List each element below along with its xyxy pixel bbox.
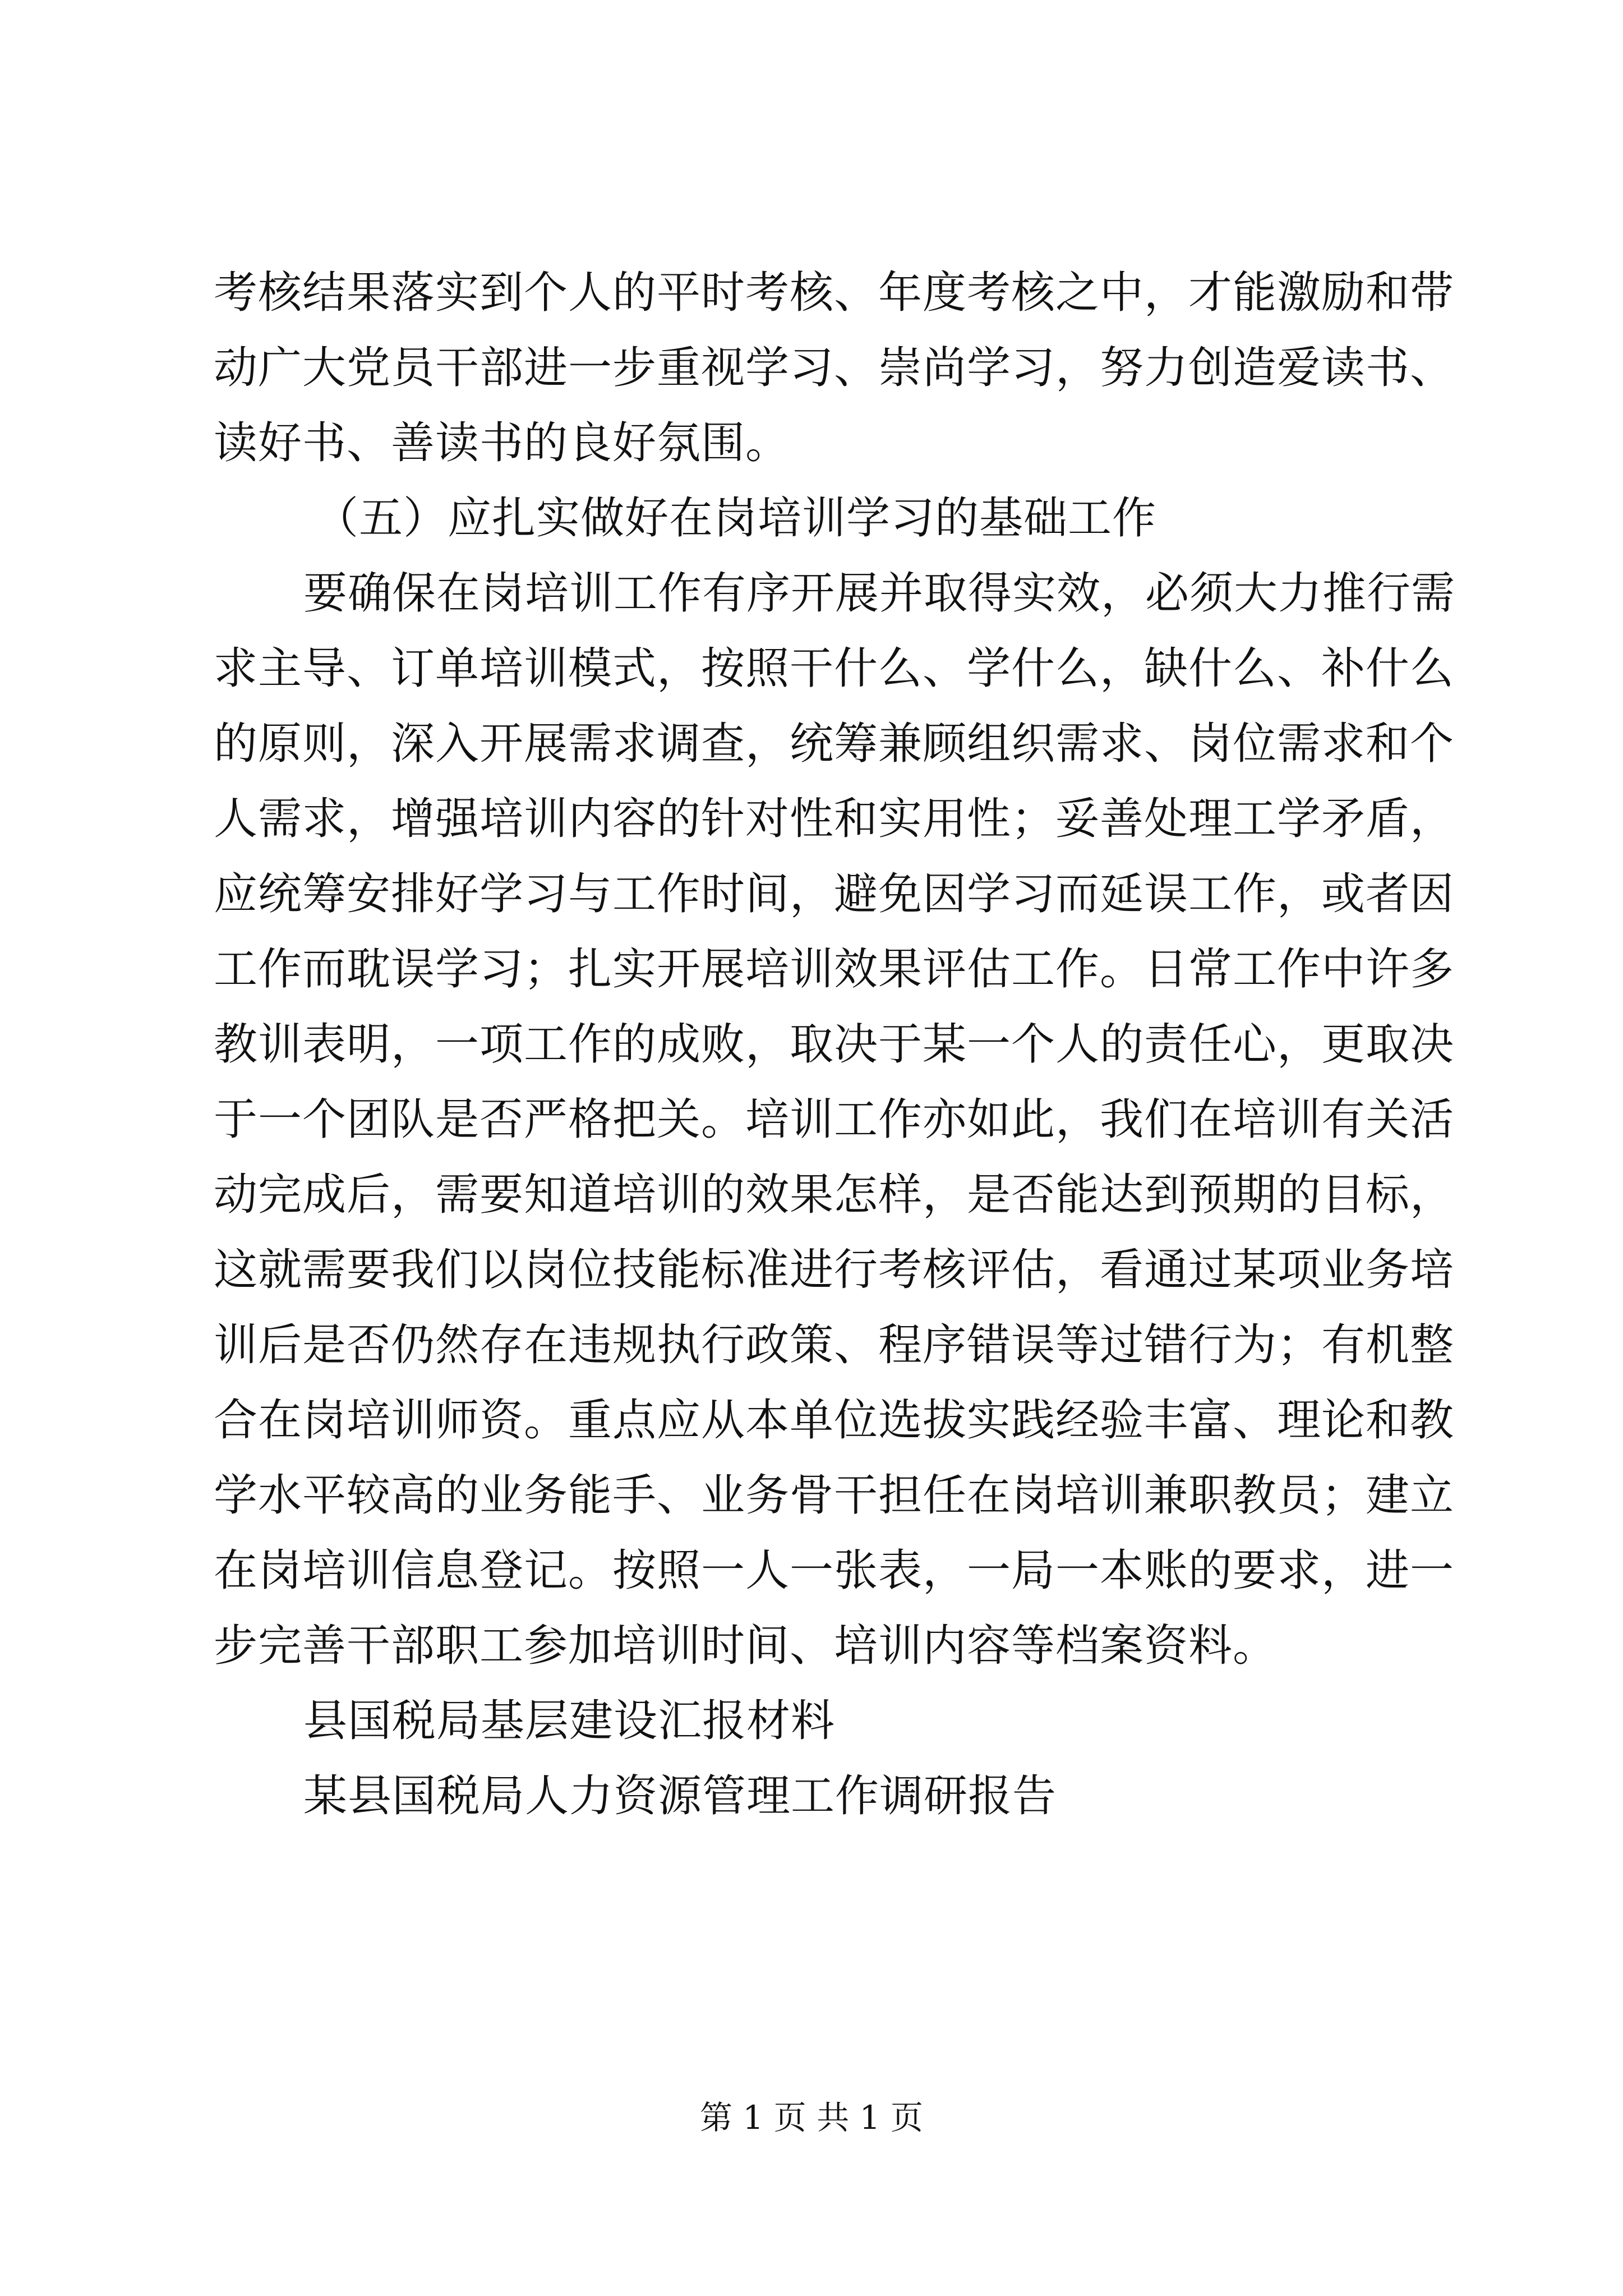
- section-heading: （五）应扎实做好在岗培训学习的基础工作: [315, 493, 1157, 544]
- paragraph-line: 读好书、善读书的良好氛围。: [214, 418, 790, 468]
- paragraph-line: 步完善干部职工参加培训时间、培训内容等档案资料。: [214, 1621, 1278, 1671]
- related-title: 县国税局基层建设汇报材料: [303, 1696, 836, 1746]
- paragraph-line: 动广大党员干部进一步重视学习、崇尚学习，努力创造爱读书、: [214, 343, 1455, 393]
- related-title: 某县国税局人力资源管理工作调研报告: [303, 1771, 1057, 1821]
- paragraph-line: 求主导、订单培训模式，按照干什么、学什么，缺什么、补什么: [214, 643, 1455, 694]
- paragraph-line: 于一个团队是否严格把关。培训工作亦如此，我们在培训有关活: [214, 1094, 1455, 1145]
- paragraph-line: 教训表明，一项工作的成败，取决于某一个人的责任心，更取决: [214, 1019, 1455, 1070]
- paragraph-line: 合在岗培训师资。重点应从本单位选拔实践经验丰富、理论和教: [214, 1395, 1455, 1446]
- page-footer: 第 1 页 共 1 页: [700, 2099, 923, 2137]
- paragraph-line: 应统筹安排好学习与工作时间，避免因学习而延误工作，或者因: [214, 869, 1455, 919]
- paragraph-line: 考核结果落实到个人的平时考核、年度考核之中，才能激励和带: [214, 268, 1455, 318]
- paragraph-line: 要确保在岗培训工作有序开展并取得实效，必须大力推行需: [303, 568, 1456, 619]
- paragraph-line: 动完成后，需要知道培训的效果怎样，是否能达到预期的目标，: [214, 1170, 1455, 1220]
- paragraph-line: 的原则，深入开展需求调查，统筹兼顾组织需求、岗位需求和个: [214, 719, 1455, 769]
- paragraph-line: 学水平较高的业务能手、业务骨干担任在岗培训兼职教员；建立: [214, 1470, 1455, 1521]
- paragraph-line: 人需求，增强培训内容的针对性和实用性；妥善处理工学矛盾，: [214, 794, 1455, 844]
- paragraph-line: 训后是否仍然存在违规执行政策、程序错误等过错行为；有机整: [214, 1320, 1455, 1370]
- paragraph-line: 这就需要我们以岗位技能标准进行考核评估，看通过某项业务培: [214, 1245, 1455, 1295]
- paragraph-line: 工作而耽误学习；扎实开展培训效果评估工作。日常工作中许多: [214, 944, 1455, 995]
- document-body: [214, 255, 1456, 1834]
- paragraph-line: 在岗培训信息登记。按照一人一张表，一局一本账的要求，进一: [214, 1545, 1455, 1596]
